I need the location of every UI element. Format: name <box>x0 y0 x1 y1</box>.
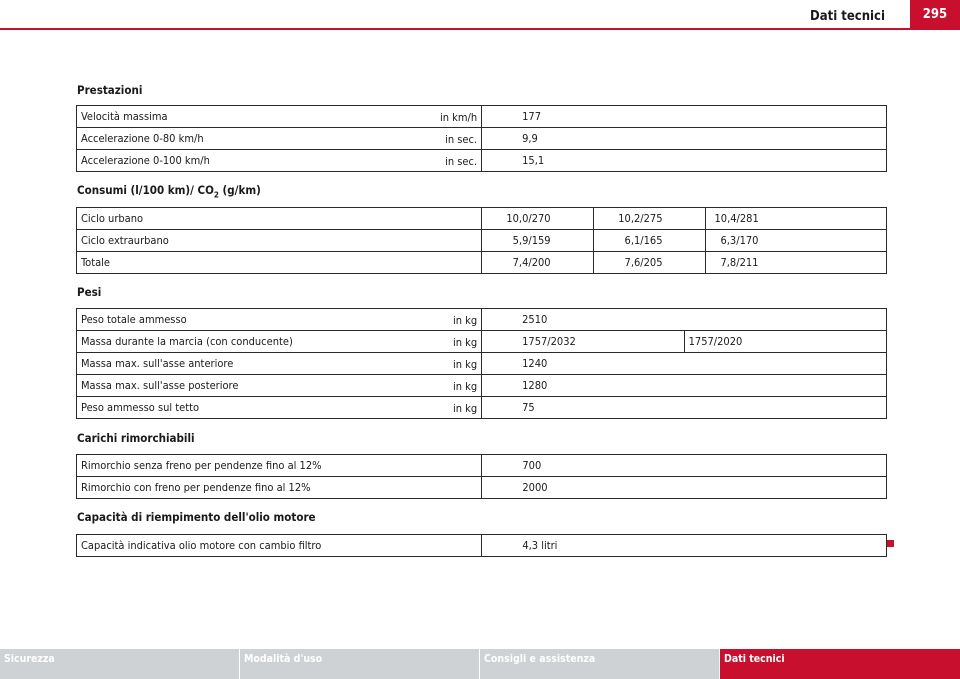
section-title-carichi: Carichi rimorchiabili <box>77 431 195 445</box>
row-label: Massa durante la marcia (con conducente) <box>81 335 293 348</box>
row-label-cell <box>77 106 482 128</box>
row-unit: in kg <box>452 380 478 393</box>
row-unit: in kg <box>452 358 478 371</box>
row-value: 700 <box>482 455 887 477</box>
row-label-cell <box>77 331 482 353</box>
consumi-title-suffix: (g/km) <box>218 183 261 197</box>
row-label: Ciclo extraurbano <box>77 230 482 252</box>
row-label: Rimorchio senza freno per pendenze fino al 12% <box>77 455 482 477</box>
row-label: Accelerazione 0-80 km/h <box>81 132 204 145</box>
row-value: 1280 <box>482 375 887 397</box>
table-carichi <box>76 454 887 499</box>
row-label: Peso totale ammesso <box>81 313 187 326</box>
row-value: 15,1 <box>482 150 887 172</box>
row-label-cell <box>77 353 482 375</box>
table-row <box>77 106 887 128</box>
row-label: Accelerazione 0-100 km/h <box>81 154 210 167</box>
table-row <box>77 397 887 419</box>
table-row <box>77 535 887 557</box>
header-rule <box>0 28 960 30</box>
row-value: 1240 <box>482 353 887 375</box>
row-label-cell <box>77 397 482 419</box>
row-value: 7,6/205 <box>593 252 705 274</box>
section-title-pesi: Pesi <box>77 285 102 299</box>
row-value: 9,9 <box>482 128 887 150</box>
table-row <box>77 477 887 499</box>
row-label: Massa max. sull'asse anteriore <box>81 357 234 370</box>
row-value-2: 1757/2020 <box>684 331 886 353</box>
table-row <box>77 252 887 274</box>
row-value: 4,3 litri <box>482 535 887 557</box>
section-title-olio: Capacità di riempimento dell'olio motore <box>77 510 316 524</box>
table-row <box>77 353 887 375</box>
table-olio <box>76 534 887 557</box>
row-label: Peso ammesso sul tetto <box>81 401 200 414</box>
footer-tab-sicurezza[interactable]: Sicurezza <box>0 649 240 679</box>
row-label: Massa max. sull'asse posteriore <box>81 379 239 392</box>
table-prestazioni <box>76 105 887 172</box>
row-value: 1757/2032 <box>482 331 685 353</box>
consumi-title-sub: 2 <box>213 190 219 200</box>
table-row <box>77 230 887 252</box>
row-unit: in sec. <box>445 155 478 168</box>
table-row <box>77 375 887 397</box>
table-row <box>77 309 887 331</box>
row-label-cell <box>77 150 482 172</box>
row-value: 5,9/159 <box>481 230 593 252</box>
table-row <box>77 331 887 353</box>
row-label: Velocità massima <box>81 110 168 123</box>
row-unit: in km/h <box>439 111 478 124</box>
row-label-cell <box>77 309 482 331</box>
row-value: 6,1/165 <box>593 230 705 252</box>
page-header <box>0 0 960 30</box>
footer-nav <box>0 649 960 679</box>
table-pesi <box>76 308 887 419</box>
header-title: Dati tecnici <box>810 9 885 24</box>
row-value: 2510 <box>482 309 887 331</box>
row-label: Ciclo urbano <box>77 208 482 230</box>
row-value: 10,4/281 <box>705 208 887 230</box>
row-value: 2000 <box>482 477 887 499</box>
page-number: 295 <box>910 0 960 30</box>
table-consumi <box>76 207 887 274</box>
footer-tab-consigli-assistenza[interactable]: Consigli e assistenza <box>480 649 720 679</box>
footer-tab-modalita-uso[interactable]: Modalità d'uso <box>240 649 480 679</box>
table-row <box>77 128 887 150</box>
row-label-cell <box>77 375 482 397</box>
row-value: 7,4/200 <box>481 252 593 274</box>
row-value: 10,2/275 <box>593 208 705 230</box>
section-end-marker <box>887 540 894 547</box>
row-value: 177 <box>482 106 887 128</box>
row-value: 6,3/170 <box>705 230 887 252</box>
row-unit: in kg <box>452 402 478 415</box>
table-row <box>77 150 887 172</box>
table-row <box>77 208 887 230</box>
section-title-consumi <box>77 183 261 199</box>
row-label-cell <box>77 128 482 150</box>
row-label: Totale <box>77 252 482 274</box>
row-label: Rimorchio con freno per pendenze fino al 12% <box>77 477 482 499</box>
row-unit: in sec. <box>445 133 478 146</box>
table-row <box>77 455 887 477</box>
row-value: 7,8/211 <box>705 252 887 274</box>
row-label: Capacità indicativa olio motore con cambio filtro <box>77 535 482 557</box>
row-value: 75 <box>482 397 887 419</box>
row-unit: in kg <box>452 314 478 327</box>
row-unit: in kg <box>452 336 478 349</box>
row-value: 10,0/270 <box>481 208 593 230</box>
consumi-title-prefix: Consumi (l/100 km)/ CO <box>77 183 214 197</box>
section-title-prestazioni: Prestazioni <box>77 83 143 97</box>
footer-tab-dati-tecnici[interactable]: Dati tecnici <box>720 649 960 679</box>
